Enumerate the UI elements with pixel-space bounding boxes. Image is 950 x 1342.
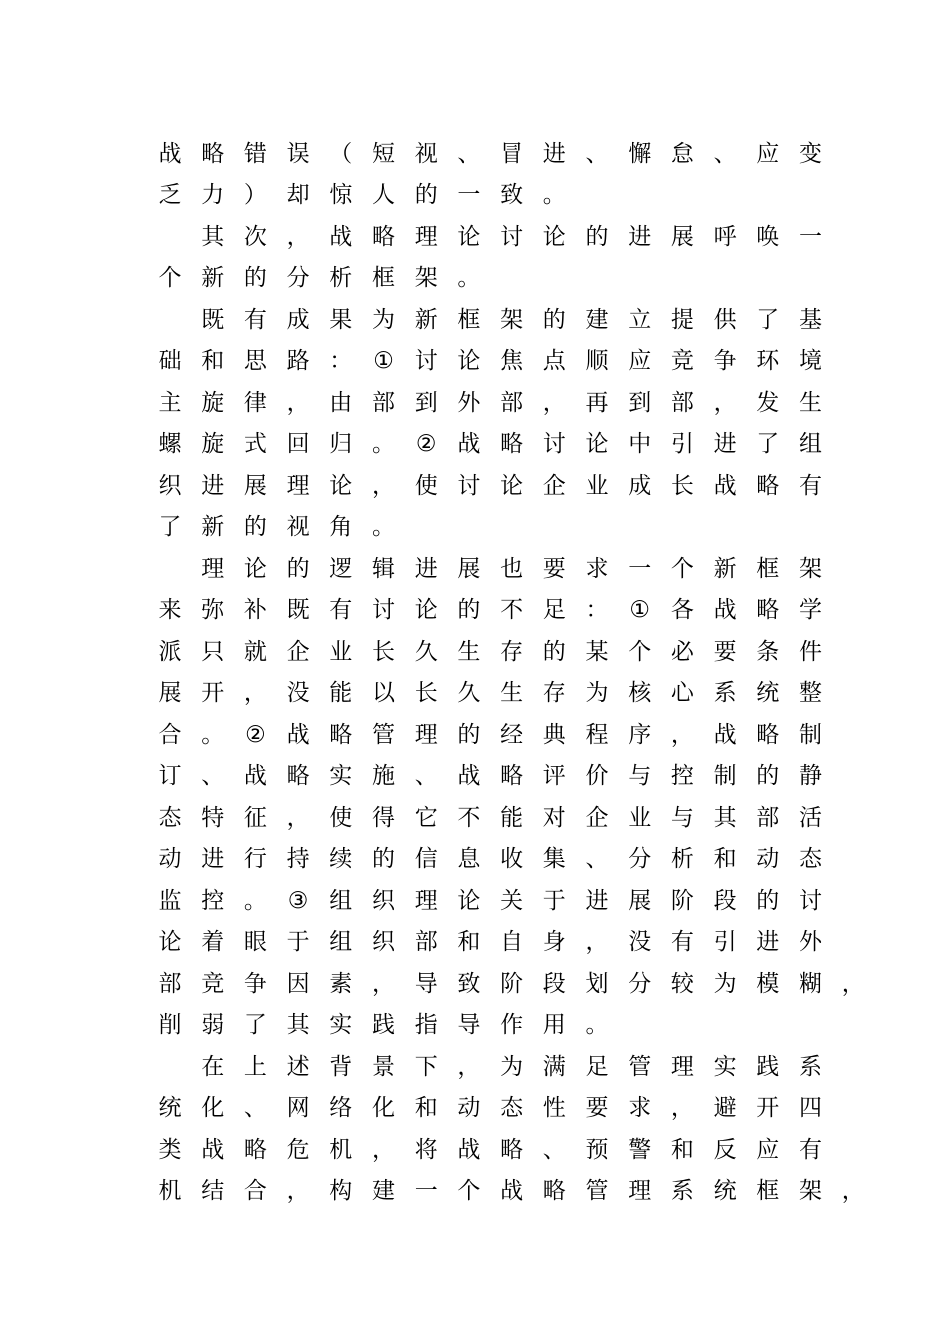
text-line: 乏 力 ） 却 惊 人 的 一 致 。: [158, 182, 566, 208]
text-line: 派 只 就 企 业 长 久 生 存 的 某 个 必 要 条 件: [158, 639, 822, 665]
text-line: 论 着 眼 于 组 织 部 和 自 身 ， 没 有 引 进 外: [158, 929, 822, 955]
text-line: 统 化 、 网 络 化 和 动 态 性 要 求 ， 避 开 四: [158, 1095, 822, 1121]
text-line: 其 次 ， 战 略 理 论 讨 论 的 进 展 呼 唤 一: [201, 224, 822, 250]
text-line: 战 略 错 误 （ 短 视 、 冒 进 、 懈 怠 、 应 变: [158, 141, 822, 167]
text-line: 了 新 的 视 角 。: [158, 514, 395, 540]
text-line: 机 结 合 ， 构 建 一 个 战 略 管 理 系 统 框 架 ，: [158, 1178, 865, 1204]
text-line: 监 控 。 ③ 组 织 理 论 关 于 进 展 阶 段 的 讨: [158, 888, 822, 914]
text-line: 螺 旋 式 回 归 。 ② 战 略 讨 论 中 引 进 了 组: [158, 431, 822, 457]
text-line: 动 进 行 持 续 的 信 息 收 集 、 分 析 和 动 态: [158, 846, 822, 872]
text-line: 展 开 ， 没 能 以 长 久 生 存 为 核 心 系 统 整: [158, 680, 822, 706]
text-line: 既 有 成 果 为 新 框 架 的 建 立 提 供 了 基: [201, 307, 822, 333]
text-line: 础 和 思 路 ： ① 讨 论 焦 点 顺 应 竞 争 环 境: [158, 348, 822, 374]
text-line: 态 特 征 ， 使 得 它 不 能 对 企 业 与 其 部 活: [158, 805, 822, 831]
text-line: 主 旋 律 ， 由 部 到 外 部 ， 再 到 部 ， 发 生: [158, 390, 822, 416]
text-line: 个 新 的 分 析 框 架 。: [158, 265, 481, 291]
text-line: 类 战 略 危 机 ， 将 战 略 、 预 警 和 反 应 有: [158, 1137, 822, 1163]
text-line: 部 竞 争 因 素 ， 导 致 阶 段 划 分 较 为 模 糊 ，: [158, 971, 865, 997]
text-line: 订 、 战 略 实 施 、 战 略 评 价 与 控 制 的 静: [158, 763, 822, 789]
text-line: 削 弱 了 其 实 践 指 导 作 用 。: [158, 1012, 609, 1038]
text-line: 来 弥 补 既 有 讨 论 的 不 足 ： ① 各 战 略 学: [158, 597, 822, 623]
text-line: 理 论 的 逻 辑 进 展 也 要 求 一 个 新 框 架: [201, 556, 822, 582]
text-line: 在 上 述 背 景 下 ， 为 满 足 管 理 实 践 系: [201, 1054, 822, 1080]
text-line: 合 。 ② 战 略 管 理 的 经 典 程 序 ， 战 略 制: [158, 722, 822, 748]
text-line: 织 进 展 理 论 ， 使 讨 论 企 业 成 长 战 略 有: [158, 473, 822, 499]
